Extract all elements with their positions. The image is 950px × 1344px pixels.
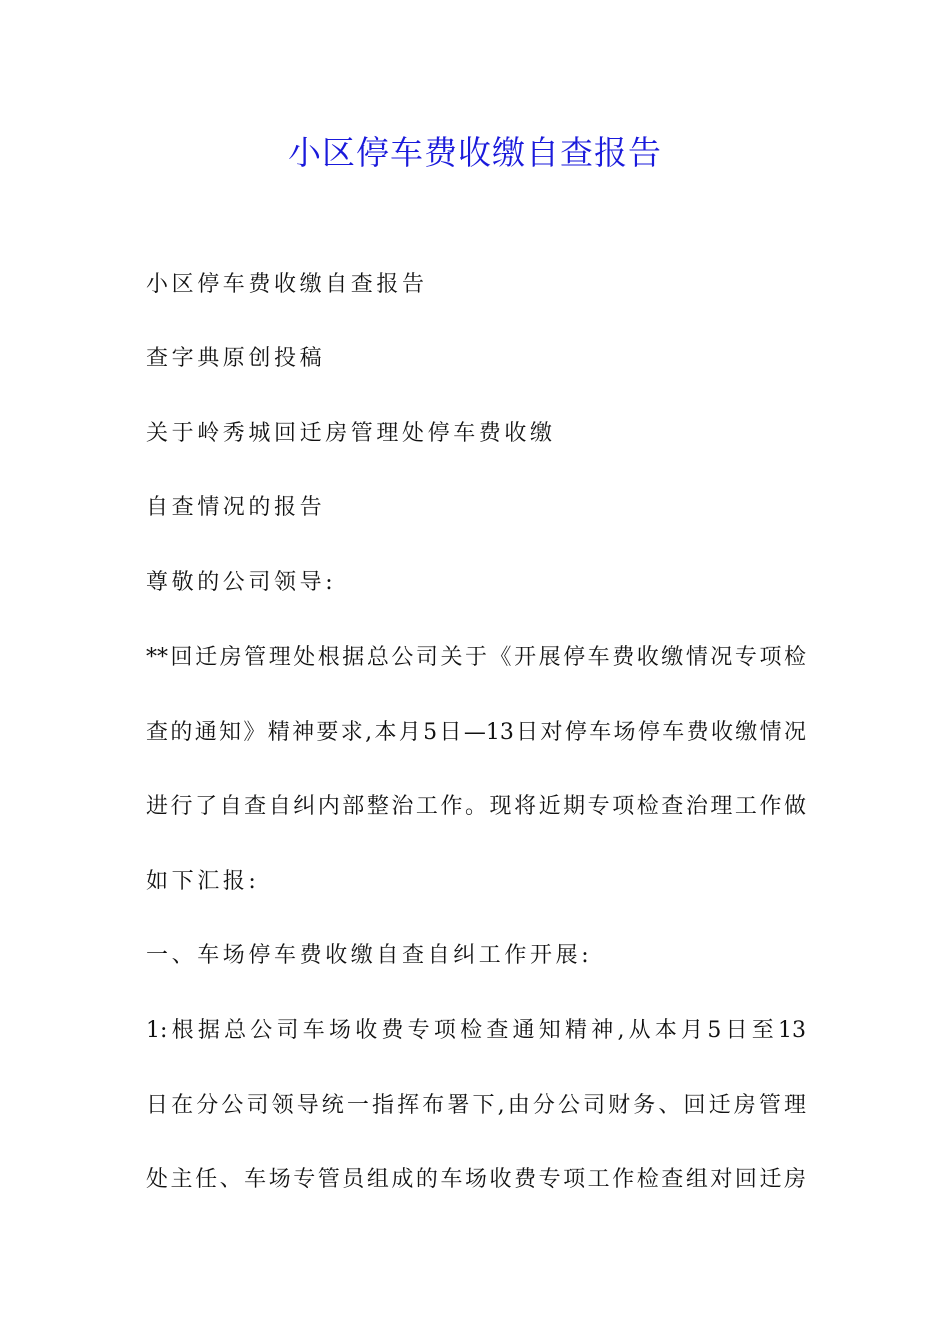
- text-line-paragraph: 进行了自查自纠内部整治工作。现将近期专项检查治理工作做: [146, 794, 806, 819]
- text-line-paragraph: **回迁房管理处根据总公司关于《开展停车费收缴情况专项检: [146, 645, 806, 670]
- text-line-heading-2: 自查情况的报告: [146, 495, 326, 520]
- text-line-salutation: 尊敬的公司领导:: [146, 570, 337, 595]
- text-line-paragraph: 处主任、车场专管员组成的车场收费专项工作检查组对回迁房: [146, 1167, 806, 1192]
- text-line-paragraph: 如下汇报:: [146, 869, 260, 894]
- text-line-section-heading: 一、车场停车费收缴自查自纠工作开展:: [146, 943, 593, 968]
- text-line-paragraph: 1:根据总公司车场收费专项检查通知精神,从本月5日至13: [146, 1018, 806, 1043]
- text-line-heading-1: 关于岭秀城回迁房管理处停车费收缴: [146, 421, 556, 446]
- text-line-paragraph: 日在分公司领导统一指挥布署下,由分公司财务、回迁房管理: [146, 1093, 806, 1118]
- text-line-paragraph: 查的通知》精神要求,本月5日—13日对停车场停车费收缴情况: [146, 720, 806, 745]
- text-line-subtitle: 小区停车费收缴自查报告: [146, 272, 428, 297]
- text-line-source: 查字典原创投稿: [146, 346, 326, 371]
- document-title: 小区停车费收缴自查报告: [288, 133, 662, 172]
